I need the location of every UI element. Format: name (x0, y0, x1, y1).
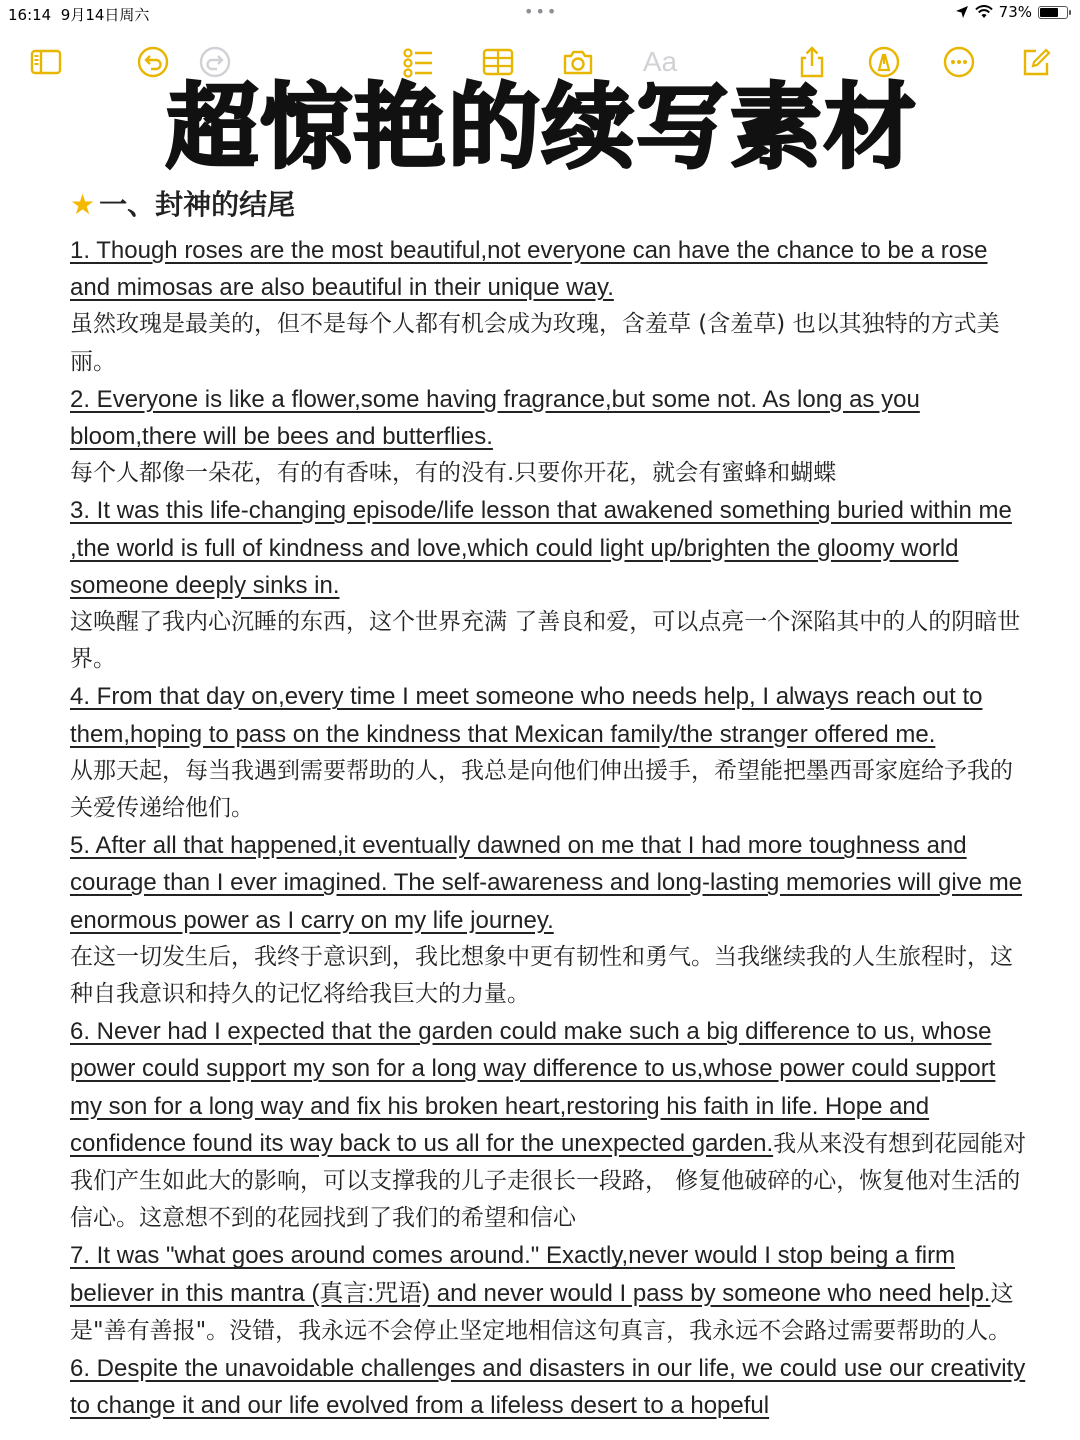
entry-chinese: 每个人都像一朵花，有的有香味，有的没有.只要你开花，就会有蜜蜂和蝴蝶 (70, 460, 837, 487)
note-entry (70, 1350, 1030, 1424)
format-label: Aa (642, 46, 678, 77)
location-icon (955, 5, 969, 19)
battery-percent: 73% (998, 3, 1032, 21)
entry-chinese: 虽然玫瑰是最美的，但不是每个人都有机会成为玫瑰，含羞草 (含羞草) 也以其独特的方式美丽。 (70, 311, 1000, 375)
note-entry (70, 827, 1030, 1013)
entry-english: 3. It was this life-changing episode/life lesson that awakened something buried within me ,the world is full of kindness and love,which could light up/brighten the gloomy world someone deeply sinks in. (70, 497, 1012, 599)
entry-chinese: 这是"善有善报"。没错，我永远不会停止坚定地相信这句真言，我永远不会路过需要帮助的人。 (70, 1280, 1014, 1344)
wifi-icon (975, 5, 993, 19)
entry-english: 5. After all that happened,it eventually dawned on me that I had more toughness and courage than I ever imagined. The self-awareness and long-lasting memories will give me enormous power as I carry on my life journey. (70, 832, 1023, 934)
entry-chinese: 从那天起，每当我遇到需要帮助的人，我总是向他们伸出援手，希望能把墨西哥家庭给予我的关爱传递给他们。 (70, 757, 1013, 822)
status-bar (0, 0, 1080, 28)
entry-list (70, 232, 1030, 1425)
entry-english: 1. Though roses are the most beautiful,not everyone can have the chance to be a rose and mimosas are also beautiful in their unique way. (70, 237, 988, 302)
entry-english: 4. From that day on,every time I meet someone who needs help, I always reach out to them,hoping to pass on the kindness that Mexican family/the stranger offered me. (70, 683, 983, 748)
multitasking-dots-icon[interactable]: ••• (524, 2, 559, 21)
status-date: 9月14日周六 (60, 6, 150, 24)
note-body[interactable] (70, 74, 1030, 1425)
sidebar-icon[interactable] (26, 42, 66, 82)
entry-english: 6. Never had I expected that the garden could make such a big difference to us, whose power could support my son for a long way difference to us,whose power could support my son for a long way and fix his broken heart,restoring his faith in life. Hope and confidence found its way back to us all for the unexpected garden. (70, 1018, 996, 1157)
entry-chinese: 这唤醒了我内心沉睡的东西，这个世界充满 了善良和爱，可以点亮一个深陷其中的人的阴暗世界。 (70, 609, 1021, 673)
entry-chinese: 我从来没有想到花园能对我们产生如此大的影响，可以支撑我的儿子走很长一段路， 修复他破碎的心，恢复他对生活的信心。这意想不到的花园找到了我们的希望和信心 (70, 1130, 1027, 1232)
more-icon[interactable] (939, 42, 979, 82)
entry-english: 2. Everyone is like a flower,some having fragrance,but some not. As long as you bloom,there will be bees and butterflies. (70, 385, 920, 451)
note-title: 超惊艳的续写素材 (165, 74, 918, 181)
note-entry (70, 1013, 1030, 1237)
entry-chinese: 在这一切发生后，我终于意识到，我比想象中更有韧性和勇气。当我继续我的人生旅程时，这 种自我意识和持久的记忆将给我巨大的力量。 (70, 943, 1013, 1008)
note-entry (70, 381, 1030, 493)
status-time: 16:14 (8, 6, 52, 24)
entry-english: 7. It was "what goes around comes around." Exactly,never would I stop being a firm believer in this mantra (真言:咒语) and never would I pass by someone who need help. (70, 1242, 991, 1307)
glowing-star-icon: ★ (70, 188, 96, 221)
note-entry (70, 678, 1030, 827)
note-entry (70, 1237, 1030, 1350)
compose-icon[interactable] (1016, 42, 1056, 82)
section-heading: ★ 一、封神的结尾 (70, 188, 296, 221)
battery-icon (1038, 6, 1068, 19)
entry-english: 6. Despite the unavoidable challenges and disasters in our life, we could use our creativity to change it and our life evolved from a lifeless desert to a hopeful (70, 1355, 1026, 1420)
note-entry (70, 492, 1030, 678)
note-entry (70, 232, 1030, 381)
